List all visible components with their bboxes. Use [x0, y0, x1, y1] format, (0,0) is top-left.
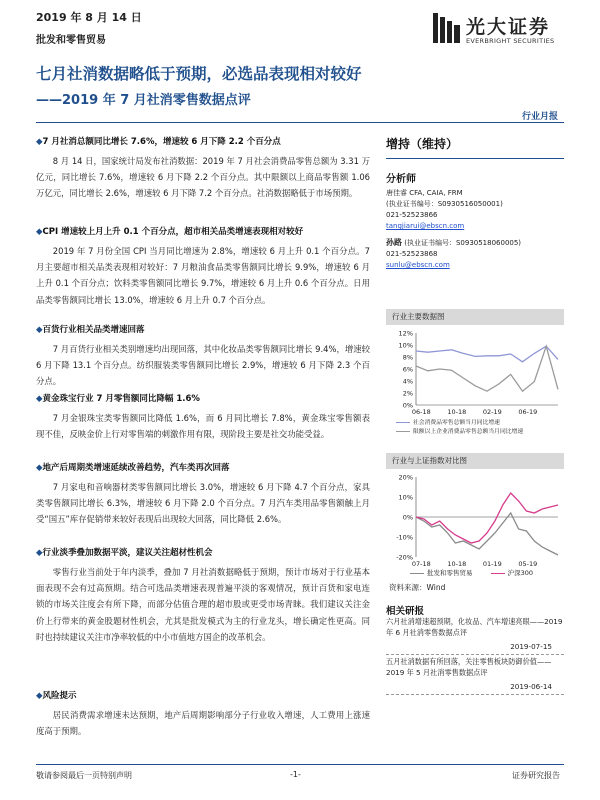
section-paragraph: 零售行业当前处于年内淡季，叠加 7 月社消数据略低于预期，预计市场对于行业基本面表现不会有过高预期。结合可选品类增速表现普遍平淡的客观情况，预计百货和家电连锁的市场关注度会有所下降，而部分估值合理的超市股或更受市场青睐。我们建议关注金价上行带来的黄金股题材性机会，尤其是批发模式为主的行业龙头，增长确定性更高。同时也持续建议关注市净率较低的中小市值地方国企的改革机会。	[36, 567, 370, 642]
analyst-2-phone: 021-52523868	[386, 250, 438, 258]
analyst-heading: 分析师	[386, 174, 416, 185]
y-tick-label: 4%	[402, 377, 413, 386]
section-paragraph: 7 月百货行业相关类别增速均出现回落，其中化妆品类零售额同比增长 9.4%，增速较 6 月下降 13.1 个百分点。纺织服装类零售额同比增长 2.9%，增速较 6 月下降 2.3 个百分点。	[36, 344, 370, 387]
chart-legend	[386, 569, 564, 578]
section-paragraph: 7 月家电和音响器材类零售额同比增长 3.0%，增速较 6 月下降 4.7 个百分点，家具类零售额同比增长 6.3%，增速较 6 月下降 2.0 个百分点。7 月汽车类用品零售额触上月受“国五”库存促销带来较好表现后出现较大回落，同比降低 2.6%。	[36, 482, 370, 525]
x-tick-label: 06-19	[518, 408, 538, 416]
analyst-1-email[interactable]: tangjiarui@ebscn.com	[386, 222, 465, 230]
footer-divider	[36, 764, 564, 765]
section-heading: ◆黄金珠宝行业 7 月零售额同比降幅 1.6%	[36, 394, 200, 404]
y-tick-label: 12%	[398, 329, 413, 338]
x-tick-label: 01-19	[482, 560, 502, 568]
section-paragraph: 居民消费需求增速未达预期，地产后周期影响部分子行业收入增速，人工费用上涨速度高于预期。	[36, 710, 370, 737]
section-cpi	[36, 226, 370, 308]
x-tick-label: 05-19	[518, 560, 538, 568]
y-tick-label: 10%	[398, 493, 413, 502]
y-tick-label: -20%	[396, 553, 413, 562]
section-jewelry	[36, 393, 370, 442]
analyst-1-name: 唐佳睿 CFA, CAIA, FRM	[386, 189, 463, 197]
related-divider	[386, 654, 564, 655]
x-tick-label: 10-18	[447, 560, 467, 568]
industry-data-chart-plot	[386, 325, 564, 419]
section-heading: ◆CPI 增速较上月上升 0.1 个百分点，超市相关品类增速表现相对较好	[36, 227, 304, 237]
analyst-1-phone: 021-52523866	[386, 211, 438, 219]
section-heading: ◆百货行业相关品类增速回落	[36, 325, 145, 335]
index-comparison-chart	[386, 453, 564, 578]
legend-swatch	[396, 431, 410, 432]
investment-rating: 增持（维持）	[386, 135, 564, 159]
series-line	[416, 493, 558, 543]
legend-item: 沪深300	[491, 569, 533, 577]
related-research-heading: 相关研报	[386, 606, 425, 617]
brand-name-cn: 光大证券	[466, 16, 551, 38]
analyst-2-name: 孙路	[386, 238, 402, 247]
title-divider	[36, 122, 564, 123]
legend-swatch	[491, 573, 505, 574]
report-date: 2019 年 8 月 14 日	[36, 11, 142, 24]
series-line	[416, 346, 558, 391]
page-number: -1-	[290, 770, 301, 779]
chart-header: 行业主要数据图	[386, 309, 564, 325]
legend-swatch	[410, 573, 424, 574]
section-paragraph: 8 月 14 日，国家统计局发布社消数据：2019 年 7 月社会消费品零售总额为 3.31 万亿元，同比增长 7.6%，增速较 6 月下降 2.2 个百分点。其中限额以上商品零售额 1.06 万亿元，同比增长 2.6%，增速较 6 月下降 7.2 个百分点。社消数据略低于市场预期。	[36, 156, 370, 199]
x-tick-label: 07-18	[411, 560, 431, 568]
report-title: 七月社消数据略低于预期，必选品表现相对较好	[36, 65, 362, 83]
related-report-title[interactable]: 六月社消增速超预期，化妆品、汽车增速亮眼——2019 年 6 月社消零售数据点评	[386, 617, 563, 637]
brand-name-en: EVERBRIGHT SECURITIES	[466, 37, 555, 45]
section-heading: ◆风险提示	[36, 691, 77, 701]
legend-item: 社会消费品零售总额当月同比增速	[396, 419, 564, 428]
y-tick-label: 0%	[402, 401, 413, 410]
section-department-store	[36, 324, 370, 390]
y-tick-label: 10%	[398, 341, 413, 350]
legend-swatch	[396, 422, 410, 423]
y-tick-label: -10%	[396, 533, 413, 542]
x-tick-label: 02-19	[482, 408, 502, 416]
y-tick-label: 0%	[402, 513, 413, 522]
x-tick-label: 10-18	[447, 408, 467, 416]
brand-logo	[432, 10, 572, 50]
related-report-date: 2019-07-15	[510, 642, 552, 651]
footer-disclaimer: 敬请参阅最后一页特别声明	[36, 771, 132, 780]
y-tick-label: 6%	[402, 365, 413, 374]
analyst-2-email[interactable]: sunlu@ebscn.com	[386, 261, 450, 269]
y-tick-label: 2%	[402, 389, 413, 398]
section-investment-advice	[36, 547, 370, 645]
related-report-title[interactable]: 五月社消数据有所回落，关注零售板块防御价值——2019 年 5 月社消零售数据点评	[386, 657, 552, 677]
section-heading: ◆行业淡季叠加数据平淡，建议关注超材性机会	[36, 548, 213, 558]
related-report-date: 2019-06-14	[510, 682, 552, 691]
y-tick-label: 8%	[402, 353, 413, 362]
section-paragraph: 2019 年 7 月份全国 CPI 当月同比增速为 2.8%，增速较 6 月上升 0.1 个百分点。7 月主要超市相关品类表现相对较好：7 月粮油食品类零售额同比增长 9.9%，增速较 6 月上升 0.1 个百分点；饮料类零售额同比增长 9.7%，增速较 6 月上升 0.6 个百分点。日用品类零售额同比增长 13.0%，增速较 6 月上升 0.7 个百分点。	[36, 246, 370, 305]
section-paragraph: 7 月金银珠宝类零售额同比降低 1.6%，而 6 月同比增长 7.8%，黄金珠宝零售额表现不佳，反映金价上行对零售端的刺激作用有限，现阶段主要是社交功能受益。	[36, 413, 370, 440]
index-comparison-chart-plot	[386, 469, 564, 569]
sector-label: 批发和零售贸易	[36, 35, 106, 46]
related-divider	[386, 694, 564, 695]
section-heading: ◆7 月社消总额同比增长 7.6%，增速较 6 月下降 2.2 个百分点	[36, 137, 281, 147]
section-retail-total	[36, 136, 370, 202]
series-line	[416, 513, 558, 555]
report-type: 行业月报	[522, 112, 559, 122]
analyst-2-cert: (执业证书编号：S0930518060005)	[404, 239, 522, 247]
analyst-2-line	[386, 237, 564, 249]
section-risk	[36, 690, 370, 739]
industry-data-chart	[386, 309, 564, 437]
footer-report-type: 证券研究报告	[512, 771, 560, 780]
section-real-estate-cycle	[36, 462, 370, 528]
data-source: 资料来源：Wind	[389, 583, 446, 592]
brand-mark-icon	[432, 12, 462, 44]
analyst-block	[386, 188, 564, 271]
chart-header: 行业与上证指数对比图	[386, 453, 564, 469]
report-subtitle: ——2019 年 7 月社消零售数据点评	[36, 93, 251, 108]
section-heading: ◆地产后周期类增速延续改善趋势，汽车类再次回落	[36, 463, 230, 473]
chart-legend	[386, 419, 564, 437]
legend-item: 批发和零售贸易	[410, 569, 473, 577]
y-tick-label: 20%	[398, 473, 413, 482]
analyst-1-cert: (执业证书编号：S0930516050001)	[386, 200, 503, 208]
legend-item: 限额以上企业消费品零售总额当月同比增速	[396, 428, 564, 437]
series-line	[416, 346, 558, 362]
x-tick-label: 06-18	[411, 408, 431, 416]
